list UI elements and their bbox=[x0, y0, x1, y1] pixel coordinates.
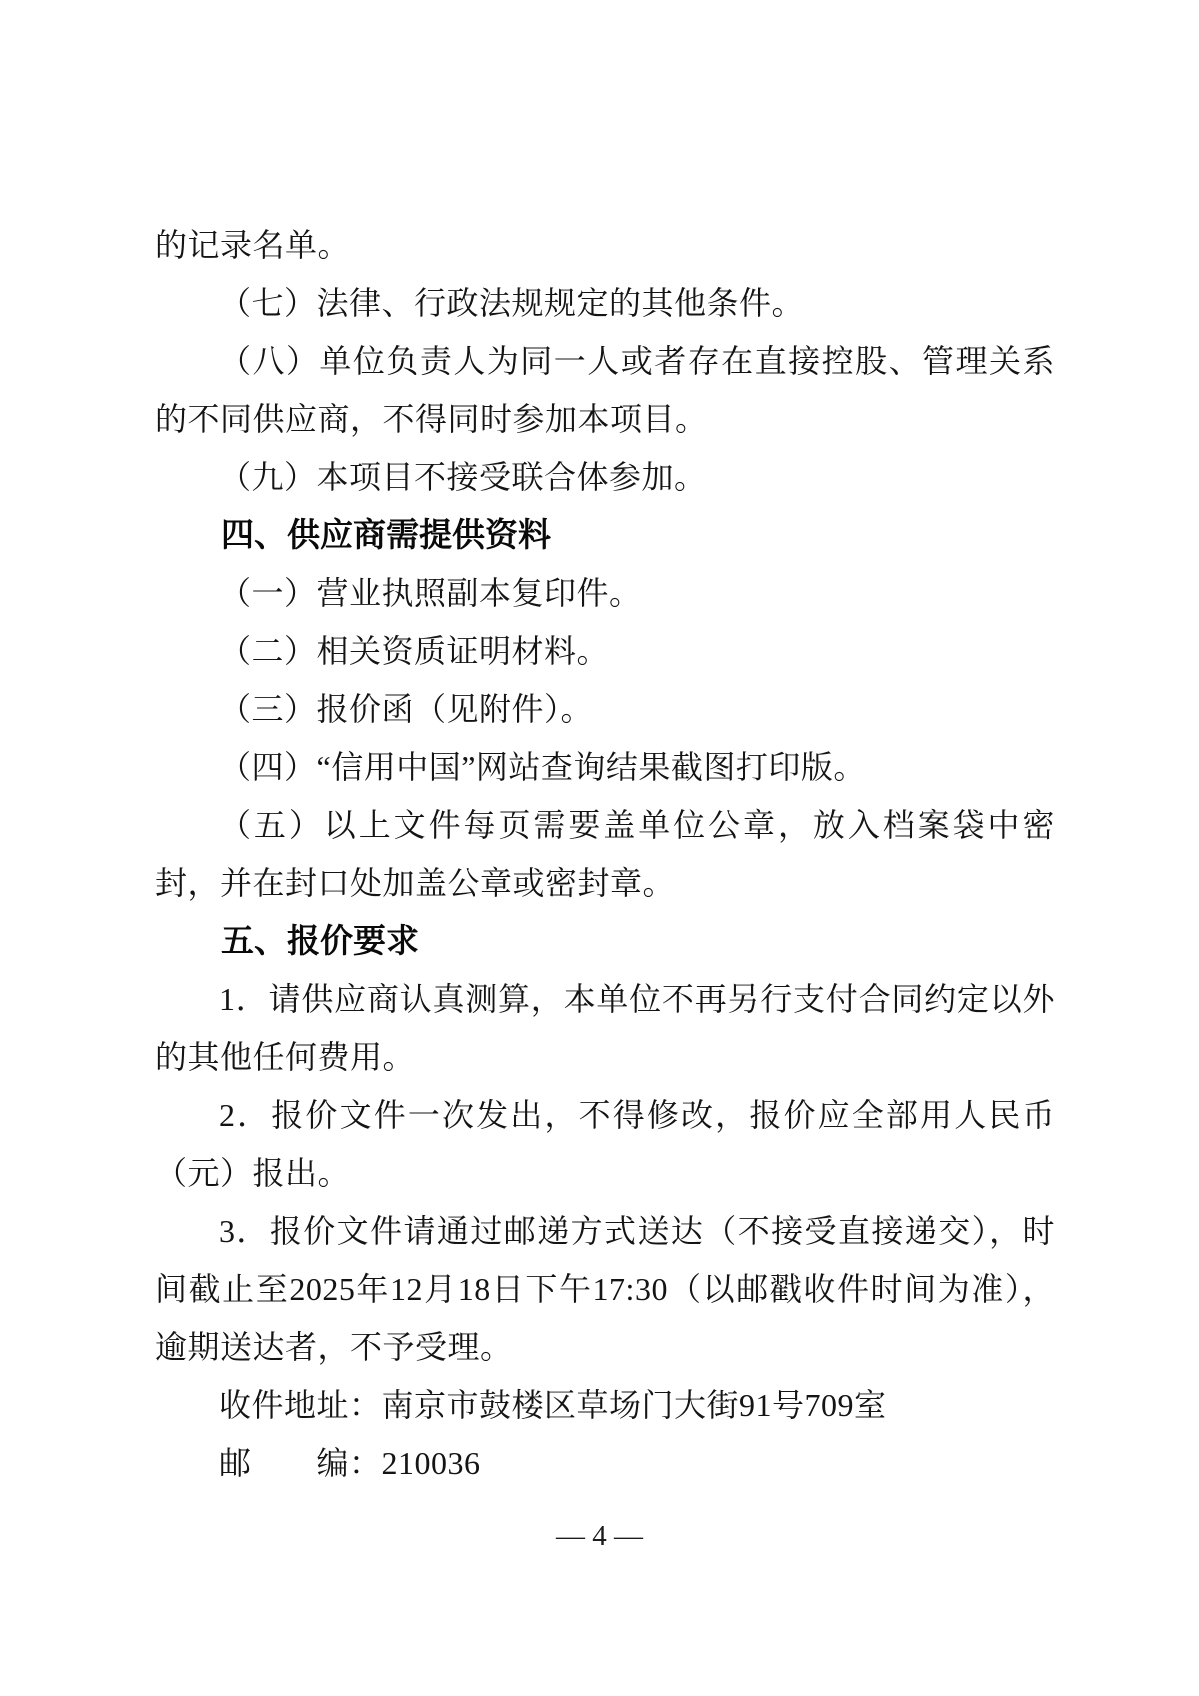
heading-section-4-supplier-materials: 四、供应商需提供资料 bbox=[221, 516, 551, 553]
para-item-8: （八）单位负责人为同一人或者存在直接控股、管理关系的不同供应商，不得同时参加本项目。 bbox=[155, 343, 1055, 437]
para-item-3: （三）报价函（见附件）。 bbox=[219, 691, 594, 727]
para-rule-1: 1．请供应商认真测算，本单位不再另行支付合同约定以外的其他任何费用。 bbox=[155, 981, 1055, 1075]
para-continuation-record-list: 的记录名单。 bbox=[155, 227, 351, 263]
page-number: — 4 — bbox=[556, 1520, 643, 1552]
para-item-5: （五）以上文件每页需要盖单位公章，放入档案袋中密封，并在封口处加盖公章或密封章。 bbox=[155, 807, 1055, 901]
para-item-4: （四）“信用中国”网站查询结果截图打印版。 bbox=[219, 749, 866, 785]
para-rule-2: 2．报价文件一次发出，不得修改，报价应全部用人民币（元）报出。 bbox=[155, 1097, 1055, 1191]
para-item-2: （二）相关资质证明材料。 bbox=[219, 633, 610, 669]
para-mailing-address: 收件地址：南京市鼓楼区草场门大街91号709室 bbox=[219, 1387, 887, 1423]
para-item-9: （九）本项目不接受联合体参加。 bbox=[219, 459, 707, 495]
document-body bbox=[155, 216, 1055, 1492]
para-rule-3-deadline: 3．报价文件请通过邮递方式送达（不接受直接递交），时间截止至2025年12月18日下午17:30（以邮戳收件时间为准），逾期送达者，不予受理。 bbox=[155, 1213, 1055, 1365]
para-postal-code: 邮 编：210036 bbox=[219, 1445, 481, 1481]
para-item-1: （一）营业执照副本复印件。 bbox=[219, 575, 642, 611]
heading-section-5-quotation-requirements: 五、报价要求 bbox=[221, 922, 419, 959]
para-item-7: （七）法律、行政法规规定的其他条件。 bbox=[219, 285, 805, 321]
